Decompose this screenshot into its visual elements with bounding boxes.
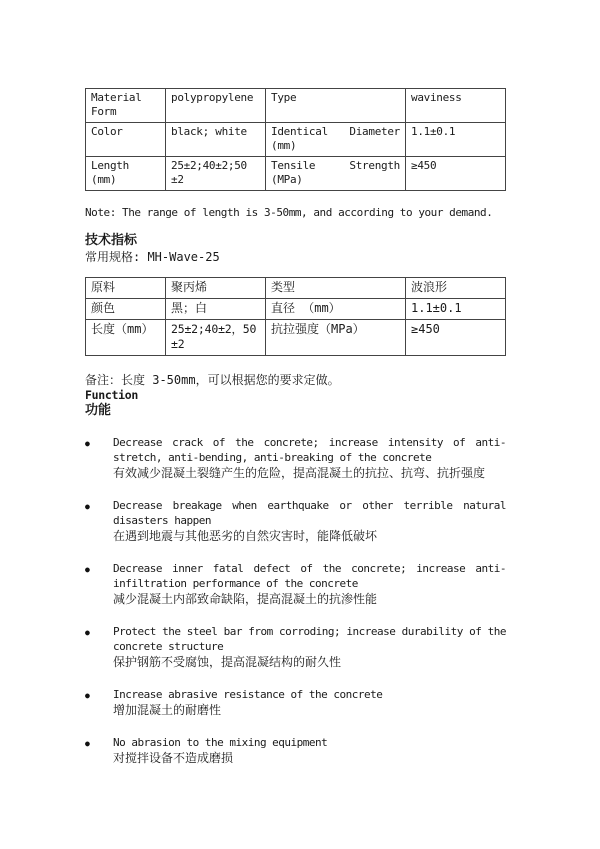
table-cell: 25±2;40±2，50 ±2 bbox=[166, 320, 266, 356]
table-cell: 1.1±0.1 bbox=[406, 123, 506, 157]
table-cell: 原料 bbox=[86, 278, 166, 299]
table-cell: Identical Diameter (mm) bbox=[266, 123, 406, 157]
table-cell: Length (mm) bbox=[86, 157, 166, 191]
function-text bbox=[113, 561, 506, 607]
function-item bbox=[85, 435, 506, 481]
function-item bbox=[85, 561, 506, 607]
function-text bbox=[113, 498, 506, 544]
table-cell: Type bbox=[266, 89, 406, 123]
table-cell: 1.1±0.1 bbox=[406, 299, 506, 320]
function-text bbox=[113, 624, 506, 670]
function-text-cn: 保护钢筋不受腐蚀，提高混凝结构的耐久性 bbox=[113, 655, 342, 669]
table-cell: Color bbox=[86, 123, 166, 157]
table-cell: polypropylene bbox=[166, 89, 266, 123]
function-text-en: Decrease breakage when earthquake or other terrible natural disasters happen bbox=[113, 499, 506, 527]
bullet-icon: ● bbox=[85, 565, 90, 574]
function-text-cn: 对搅拌设备不造成磨损 bbox=[113, 751, 234, 765]
function-text bbox=[113, 435, 506, 481]
note-en: Note: The range of length is 3-50mm, and according to your demand. bbox=[85, 206, 493, 219]
tech-heading-cn: 技术指标 bbox=[85, 233, 138, 248]
table-cell: ≥450 bbox=[406, 157, 506, 191]
table-row bbox=[86, 278, 506, 299]
table-cell: 25±2;40±2;50 ±2 bbox=[166, 157, 266, 191]
table-cell: waviness bbox=[406, 89, 506, 123]
note-cn: 备注：长度 3-50mm，可以根据您的要求定做。 bbox=[85, 373, 340, 387]
function-text-en: Protect the steel bar from corroding; increase durability of the concrete structure bbox=[113, 625, 506, 653]
table-cell: 波浪形 bbox=[406, 278, 506, 299]
table-cell: ≥450 bbox=[406, 320, 506, 356]
function-text-cn: 减少混凝土内部致命缺陷，提高混凝土的抗渗性能 bbox=[113, 592, 378, 606]
spec-table-en bbox=[85, 88, 506, 191]
function-text bbox=[113, 687, 506, 718]
document-content bbox=[85, 88, 506, 783]
function-item bbox=[85, 735, 506, 766]
bullet-icon: ● bbox=[85, 691, 90, 700]
function-heading-cn: 功能 bbox=[85, 403, 112, 418]
table-cell: 长度（mm） bbox=[86, 320, 166, 356]
spec-model-line: 常用规格: MH-Wave-25 bbox=[85, 250, 220, 264]
function-item bbox=[85, 687, 506, 718]
function-item bbox=[85, 498, 506, 544]
function-text bbox=[113, 735, 506, 766]
table-cell: 黑；白 bbox=[166, 299, 266, 320]
table-cell: Material Form bbox=[86, 89, 166, 123]
table-cell: 抗拉强度（MPa） bbox=[266, 320, 406, 356]
function-text-en: Decrease inner fatal defect of the concrete; increase anti-infiltration performance of the concrete bbox=[113, 562, 506, 590]
table-row bbox=[86, 157, 506, 191]
function-text-en: Decrease crack of the concrete; increase intensity of anti-stretch, anti-bending, anti-breaking of the concrete bbox=[113, 436, 506, 464]
function-text-cn: 在遇到地震与其他恶劣的自然灾害时，能降低破坏 bbox=[113, 529, 378, 543]
bullet-icon: ● bbox=[85, 628, 90, 637]
function-text-en: Increase abrasive resistance of the concrete bbox=[113, 688, 383, 701]
table-row bbox=[86, 299, 506, 320]
table-cell: black; white bbox=[166, 123, 266, 157]
table-row bbox=[86, 89, 506, 123]
function-text-cn: 有效减少混凝土裂缝产生的危险，提高混凝土的抗拉、抗弯、抗折强度 bbox=[113, 466, 486, 480]
function-text-cn: 增加混凝土的耐磨性 bbox=[113, 703, 222, 717]
function-text-en: No abrasion to the mixing equipment bbox=[113, 736, 328, 749]
table-cell: 颜色 bbox=[86, 299, 166, 320]
function-item bbox=[85, 624, 506, 670]
bullet-icon: ● bbox=[85, 739, 90, 748]
bullet-icon: ● bbox=[85, 439, 90, 448]
table-cell: Tensile Strength (MPa) bbox=[266, 157, 406, 191]
table-cell: 类型 bbox=[266, 278, 406, 299]
table-row bbox=[86, 320, 506, 356]
spec-table-cn bbox=[85, 277, 506, 356]
bullet-icon: ● bbox=[85, 502, 90, 511]
table-cell: 直径 （mm） bbox=[266, 299, 406, 320]
table-row bbox=[86, 123, 506, 157]
function-heading-en: Function bbox=[85, 388, 138, 402]
function-list bbox=[85, 435, 506, 766]
table-cell: 聚丙烯 bbox=[166, 278, 266, 299]
